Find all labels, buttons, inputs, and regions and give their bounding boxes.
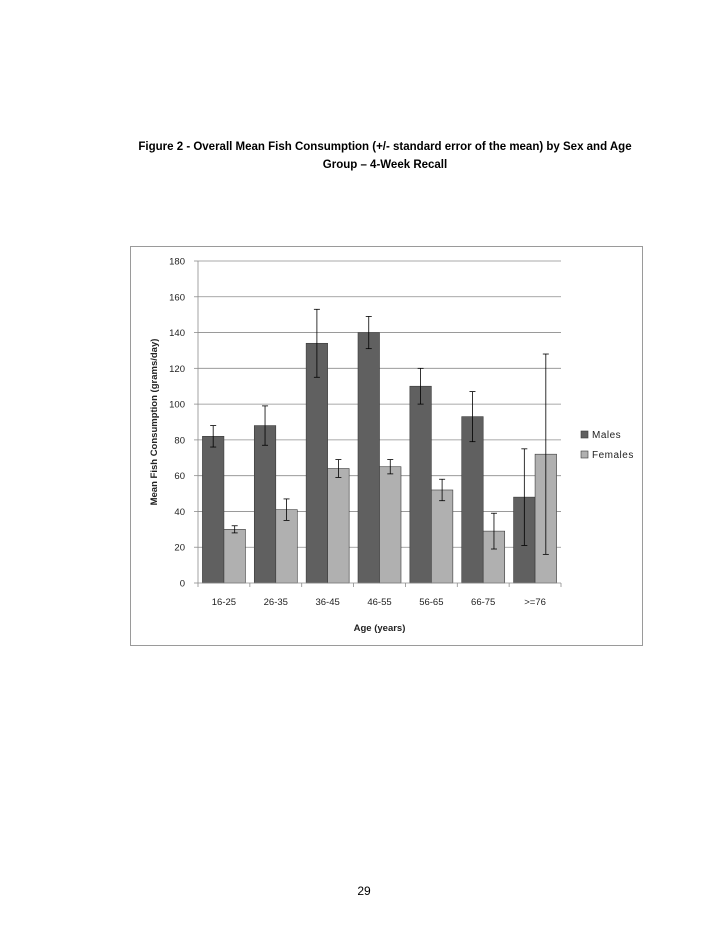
chart-frame <box>130 246 643 646</box>
bar-males-2 <box>306 343 328 583</box>
figure-caption <box>120 138 650 174</box>
x-tick-label-1: 26-35 <box>263 597 288 608</box>
bar-females-2 <box>328 469 350 583</box>
caption-line-1: Figure 2 - Overall Mean Fish Consumption (+/- standard error of the mean) by Sex and Age <box>138 141 632 153</box>
x-tick-label-4: 56-65 <box>419 597 444 608</box>
bar-males-0 <box>202 436 224 583</box>
x-axis-title: Age (years) <box>353 623 406 634</box>
y-tick-label-9: 180 <box>169 256 185 268</box>
x-tick-label-2: 36-45 <box>315 597 340 608</box>
bar-males-3 <box>358 333 380 583</box>
bars <box>202 333 556 583</box>
bar-males-1 <box>254 426 276 583</box>
bar-chart <box>131 247 644 647</box>
legend-swatch-females <box>581 451 588 458</box>
y-tick-label-6: 120 <box>169 363 185 375</box>
y-tick-label-5: 100 <box>169 399 185 411</box>
legend-swatch-males <box>581 431 588 438</box>
y-axis-title: Mean Fish Consumption (grams/day) <box>149 338 160 506</box>
y-tick-label-8: 160 <box>169 292 185 304</box>
legend-label-males: Males <box>592 430 622 441</box>
legend <box>581 430 634 461</box>
x-tick-label-3: 46-55 <box>367 597 392 608</box>
bar-males-4 <box>410 386 432 583</box>
bar-females-4 <box>431 490 453 583</box>
y-tick-label-0: 0 <box>179 578 185 590</box>
x-tick-label-5: 66-75 <box>471 597 496 608</box>
y-tick-label-4: 80 <box>174 435 185 447</box>
y-tick-label-3: 60 <box>174 471 185 483</box>
y-tick-label-1: 20 <box>174 542 185 554</box>
bar-females-0 <box>224 529 246 583</box>
x-tick-label-0: 16-25 <box>211 597 237 608</box>
legend-label-females: Females <box>592 450 634 461</box>
y-tick-label-7: 140 <box>169 328 185 340</box>
y-tick-label-2: 40 <box>174 506 185 518</box>
page-number: 29 <box>357 884 371 898</box>
bar-females-3 <box>380 467 402 583</box>
caption-line-2: Group – 4-Week Recall <box>322 159 448 171</box>
x-tick-label-6: >=76 <box>524 597 546 608</box>
